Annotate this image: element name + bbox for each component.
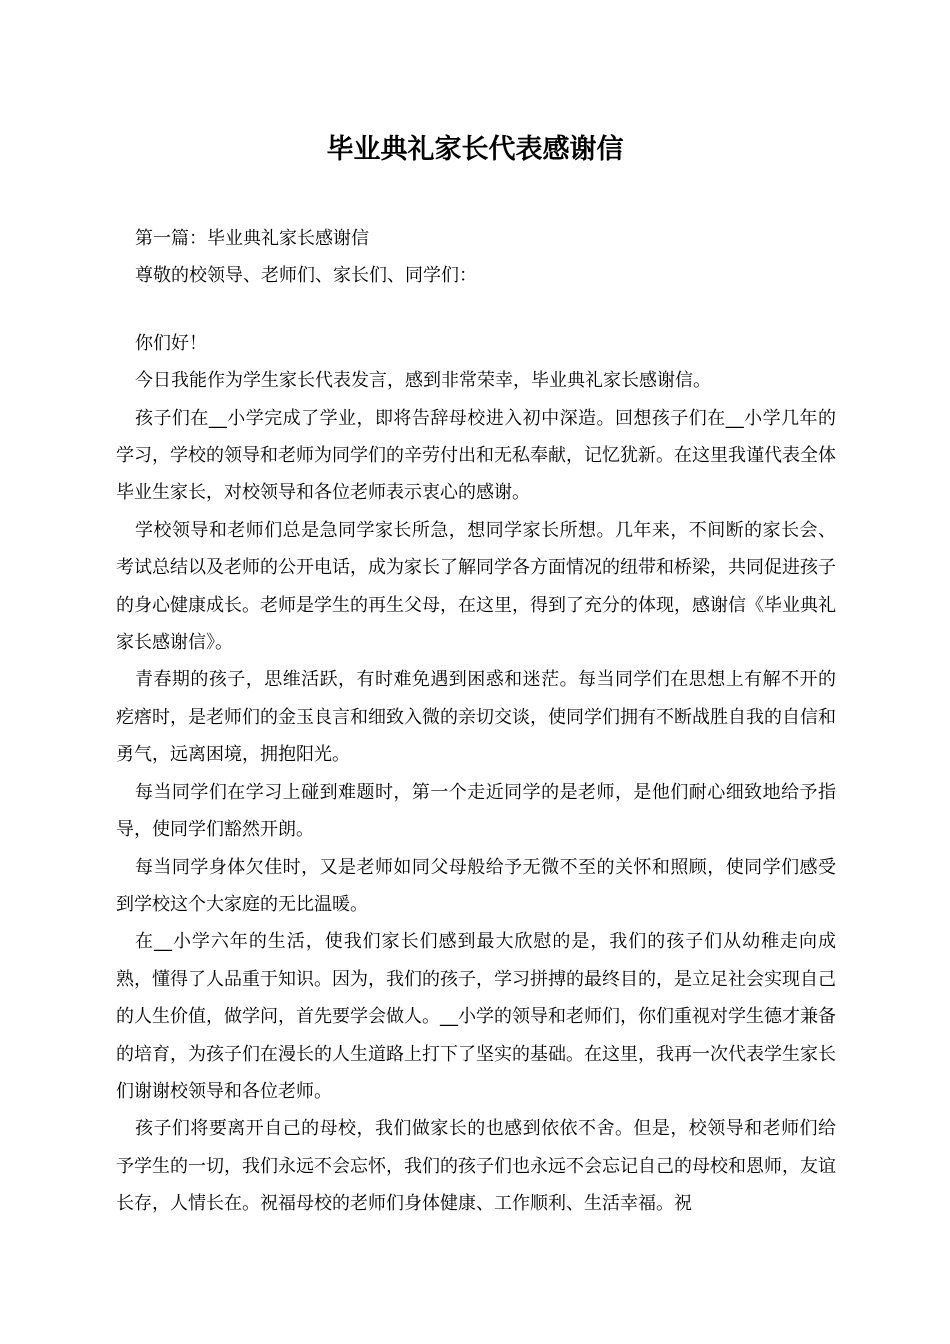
paragraph: 今日我能作为学生家长代表发言，感到非常荣幸，毕业典礼家长感谢信。: [135, 370, 711, 392]
paragraph: 孩子们将要离开自己的母校，我们做家长的也感到依依不舍。但是，校领导和老师们给予学生的一切，我们永远不会忘怀，我们的孩子们也永远不会忘记自己的母校和恩师，友谊长存，人情长在。祝福母校的老师们身体健康、工作顺利、生活幸福。祝: [116, 1118, 836, 1215]
paragraph-section-heading: 第一篇：毕业典礼家长感谢信: [135, 228, 369, 249]
paragraph: 在__小学六年的生活，使我们家长们感到最大欣慰的是，我们的孩子们从幼稚走向成熟，懂得了人品重于知识。因为，我们的孩子，学习拼搏的最终目的，是立足社会实现自己的人生价值，做学问，首先要学会做人。__小学的领导和老师们，你们重视对学生德才兼备的培育，为孩子们在漫长的人生道路上打下了坚实的基础。在这里，我再一次代表学生家长们谢谢校领导和各位老师。: [116, 931, 836, 1102]
paragraph: 每当同学们在学习上碰到难题时，第一个走近同学的是老师，是他们耐心细致地给予指导，使同学们豁然开朗。: [116, 781, 836, 841]
paragraph-salutation: 尊敬的校领导、老师们、家长们、同学们：: [135, 265, 477, 287]
paragraph-greeting: 你们好！: [135, 332, 207, 354]
paragraph: 每当同学身体欠佳时，又是老师如同父母般给予无微不至的关怀和照顾，使同学们感受到学校这个大家庭的无比温暖。: [116, 856, 836, 915]
paragraph: 青春期的孩子，思维活跃，有时难免遇到困惑和迷茫。每当同学们在思想上有解不开的疙瘩时，是老师们的金玉良言和细致入微的亲切交谈，使同学们拥有不断战胜自我的自信和勇气，远离困境，拥抱阳光。: [116, 669, 836, 766]
document-body: [116, 220, 836, 1223]
paragraph: 孩子们在__小学完成了学业，即将告辞母校进入初中深造。回想孩子们在__小学几年的学习，学校的领导和老师为同学们的辛劳付出和无私奉献，记忆犹新。在这里我谨代表全体毕业生家长，对校领导和各位老师表示衷心的感谢。: [116, 407, 836, 504]
paragraph: 学校领导和老师们总是急同学家长所急，想同学家长所想。几年来，不间断的家长会、考试总结以及老师的公开电话，成为家长了解同学各方面情况的纽带和桥梁，共同促进孩子的身心健康成长。老师是学生的再生父母，在这里，得到了充分的体现，感谢信《毕业典礼家长感谢信》。: [116, 519, 836, 654]
document-title: 毕业典礼家长代表感谢信: [326, 134, 624, 165]
